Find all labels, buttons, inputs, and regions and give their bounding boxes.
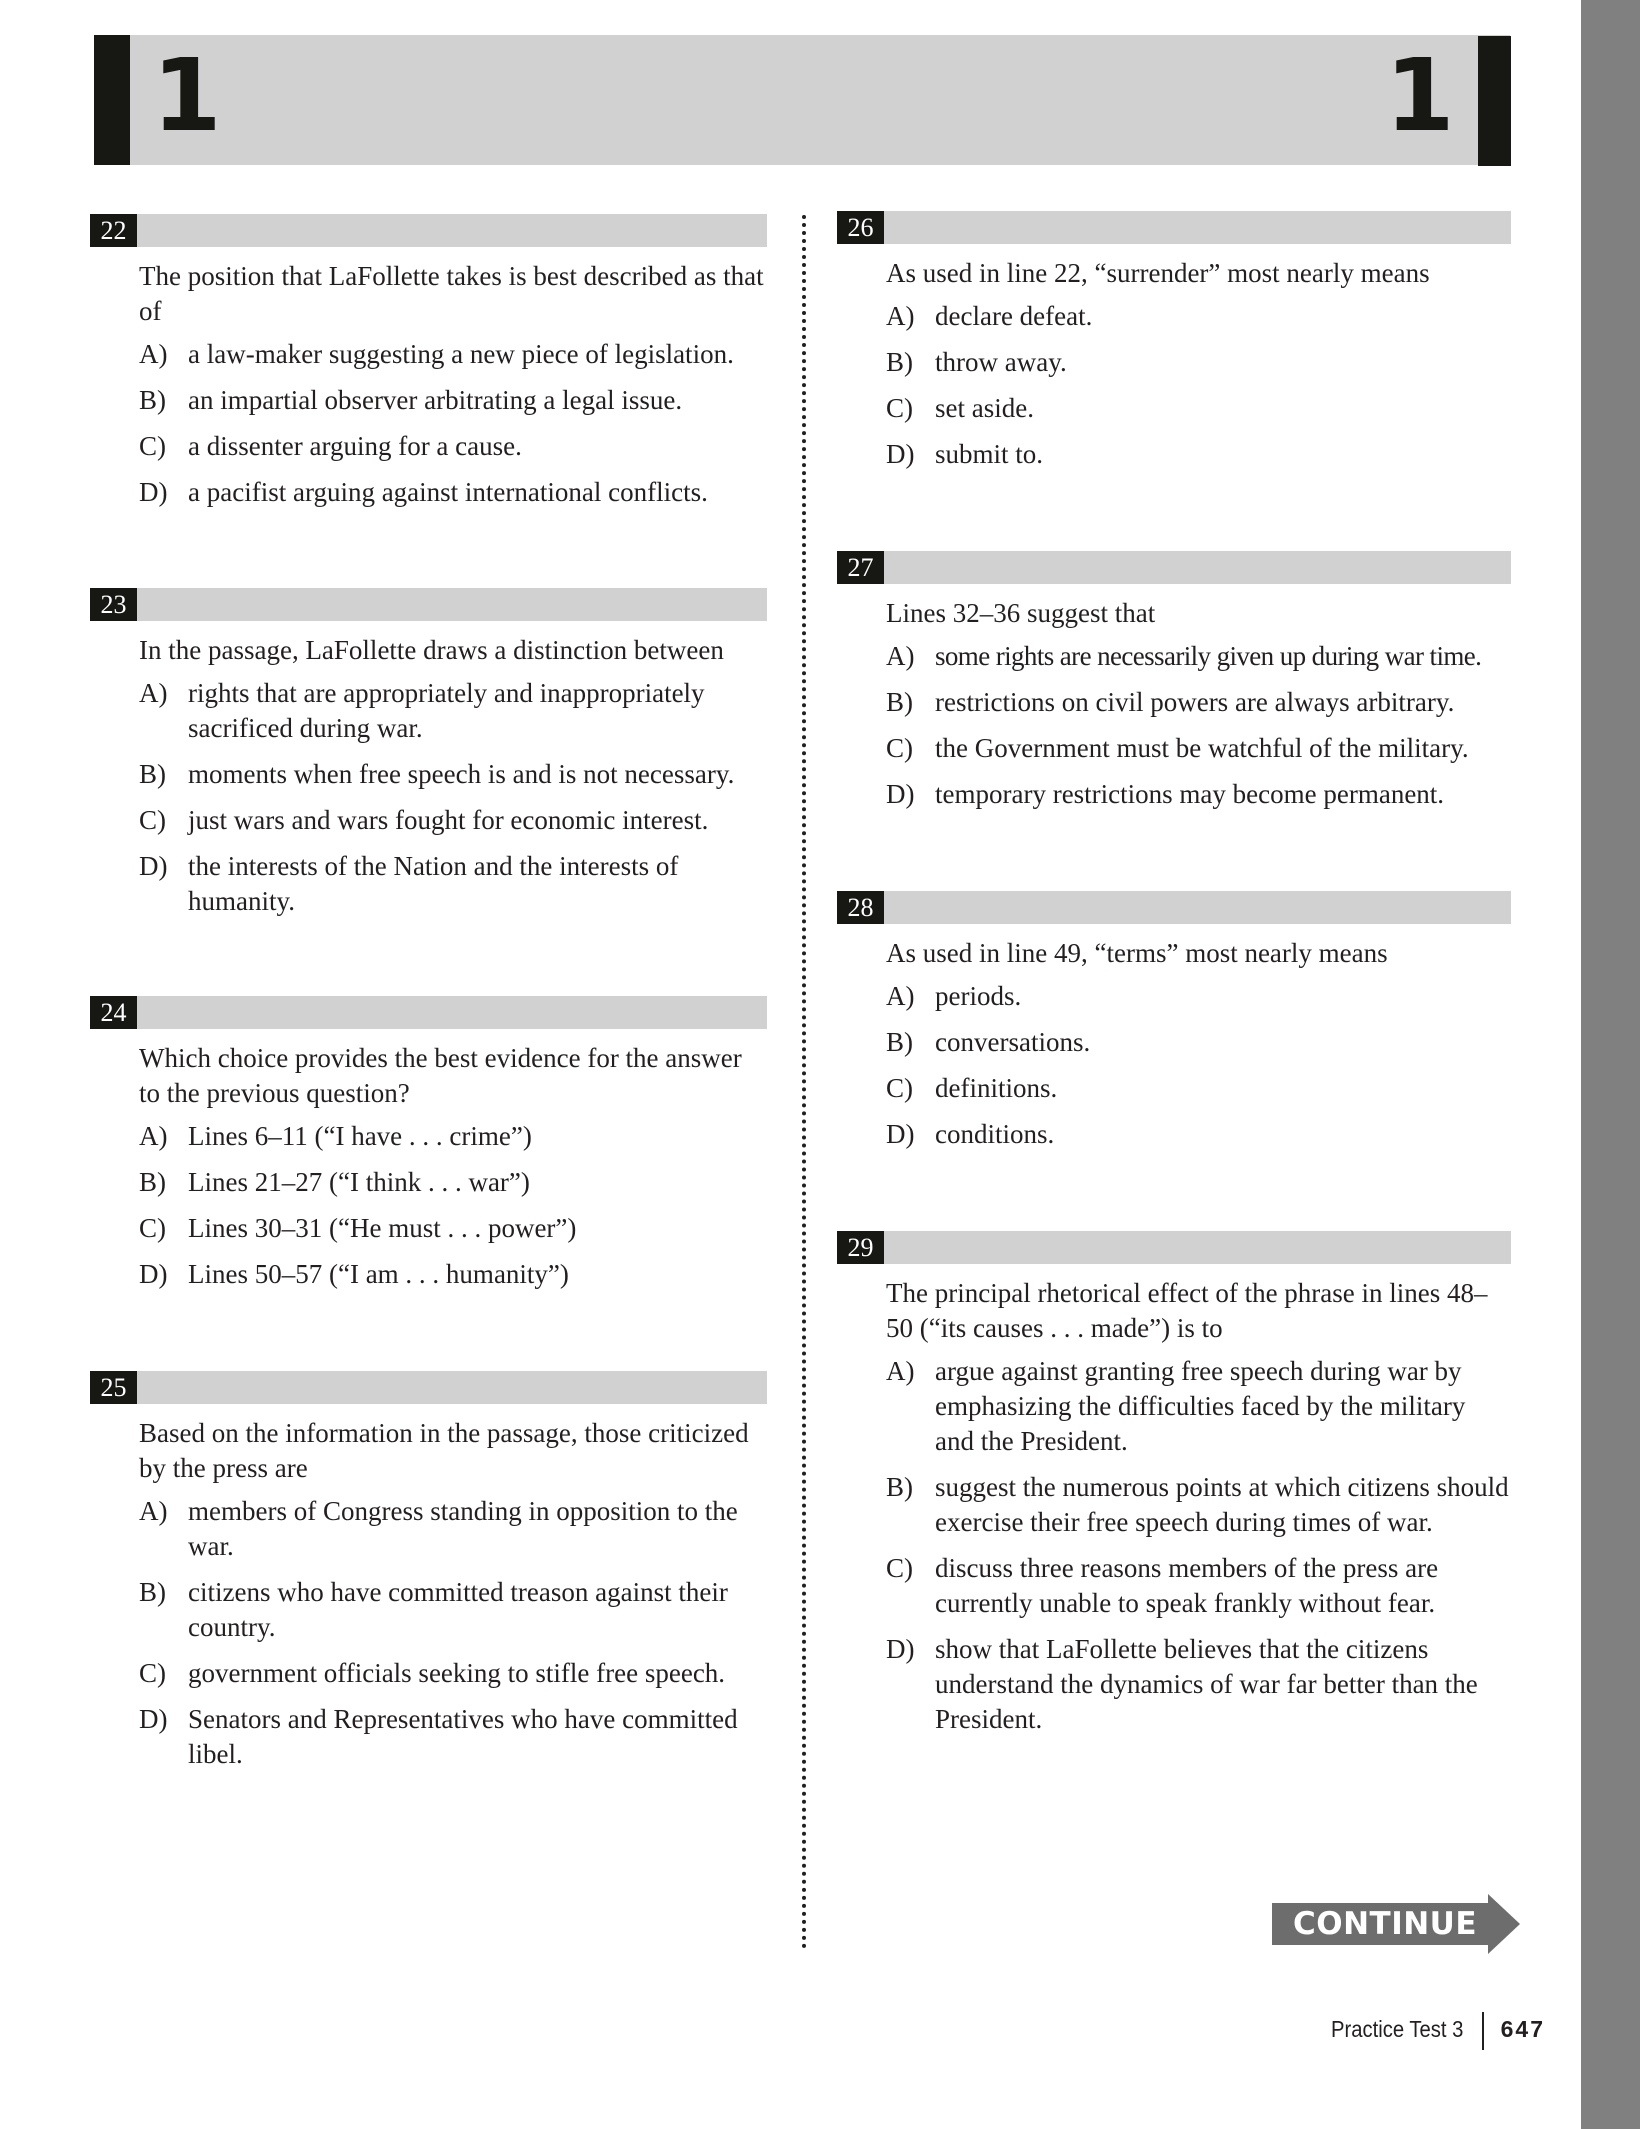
option-text: restrictions on civil powers are always arbitrary. (935, 687, 1455, 717)
question-header-bar (837, 551, 1511, 584)
option-text: set aside. (935, 393, 1034, 423)
question-stem: Which choice provides the best evidence for the answer to the previous question? (139, 1043, 742, 1108)
answer-option-d[interactable] (139, 1257, 767, 1292)
question-25 (90, 1371, 767, 1783)
option-text: Lines 21–27 (“I think . . . war”) (188, 1167, 530, 1197)
question-24 (90, 996, 767, 1303)
option-letter: C) (139, 1658, 166, 1688)
option-letter: B) (139, 1577, 166, 1607)
answer-option-c[interactable] (886, 1551, 1511, 1621)
option-letter: D) (886, 1119, 915, 1149)
answer-options (139, 676, 767, 919)
question-stem: The principal rhetorical effect of the phrase in lines 48–50 (“its causes . . . made”) is to (886, 1278, 1488, 1343)
question-stem: The position that LaFollette takes is best described as that of (139, 261, 764, 326)
option-letter: C) (886, 733, 913, 763)
option-letter: D) (139, 477, 168, 507)
column-divider (802, 215, 806, 1950)
answer-option-b[interactable] (139, 1575, 767, 1645)
option-letter: B) (886, 1027, 913, 1057)
question-29 (837, 1231, 1511, 1748)
question-header (90, 214, 767, 247)
question-header (837, 891, 1511, 924)
question-header-bar (90, 1371, 767, 1404)
option-text: a pacifist arguing against international conflicts. (188, 477, 708, 507)
option-letter: A) (139, 678, 168, 708)
continue-label: CONTINUE (1293, 1906, 1478, 1942)
page-number: 647 (1500, 2016, 1545, 2042)
option-letter: A) (139, 1121, 168, 1151)
option-letter: A) (139, 339, 168, 369)
option-letter: A) (139, 1496, 168, 1526)
option-letter: B) (886, 687, 913, 717)
option-text: discuss three reasons members of the press are currently unable to speak frankly without fear. (935, 1553, 1439, 1618)
option-text: temporary restrictions may become permanent. (935, 779, 1445, 809)
answer-option-b[interactable] (139, 757, 767, 792)
answer-option-b[interactable] (139, 383, 767, 418)
answer-option-d[interactable] (886, 777, 1511, 812)
question-number: 28 (837, 891, 884, 924)
question-header-bar (837, 891, 1511, 924)
option-letter: A) (886, 641, 915, 671)
answer-option-a[interactable] (886, 639, 1511, 674)
section-number-left: 1 (152, 37, 222, 154)
question-stem: Lines 32–36 suggest that (886, 598, 1156, 628)
option-letter: B) (139, 1167, 166, 1197)
question-23 (90, 588, 767, 930)
answer-options (886, 1354, 1511, 1737)
answer-option-c[interactable] (139, 1211, 767, 1246)
question-header-bar (90, 214, 767, 247)
option-letter: B) (886, 1472, 913, 1502)
answer-option-c[interactable] (139, 429, 767, 464)
footer-test-label: Practice Test 3 (1330, 2016, 1463, 2042)
answer-options (886, 639, 1511, 812)
option-text: throw away. (935, 347, 1067, 377)
option-letter: C) (139, 805, 166, 835)
answer-option-c[interactable] (886, 391, 1511, 426)
answer-option-d[interactable] (139, 1702, 767, 1772)
option-text: show that LaFollette believes that the citizens understand the dynamics of war far better than the President. (935, 1634, 1478, 1734)
question-number: 27 (837, 551, 884, 584)
answer-option-b[interactable] (886, 1470, 1511, 1540)
option-text: suggest the numerous points at which citizens should exercise their free speech during times of war. (935, 1472, 1509, 1537)
question-26 (837, 211, 1511, 483)
answer-option-a[interactable] (139, 1119, 767, 1154)
answer-option-b[interactable] (886, 1025, 1511, 1060)
answer-options (886, 299, 1511, 472)
option-letter: D) (139, 1704, 168, 1734)
question-header-bar (837, 1231, 1511, 1264)
question-stem: Based on the information in the passage, those criticized by the press are (139, 1418, 749, 1483)
question-number: 23 (90, 588, 137, 621)
question-header (837, 551, 1511, 584)
option-text: submit to. (935, 439, 1044, 469)
answer-option-d[interactable] (886, 1632, 1511, 1737)
answer-options (886, 979, 1511, 1152)
option-letter: B) (139, 759, 166, 789)
option-text: some rights are necessarily given up during war time. (935, 641, 1482, 671)
option-letter: A) (886, 981, 915, 1011)
option-letter: D) (886, 1634, 915, 1664)
question-header-bar (837, 211, 1511, 244)
option-letter: C) (139, 431, 166, 461)
option-letter: D) (886, 439, 915, 469)
question-header-bar (90, 996, 767, 1029)
option-letter: D) (139, 851, 168, 881)
option-text: the Government must be watchful of the military. (935, 733, 1469, 763)
option-text: just wars and wars fought for economic interest. (188, 805, 709, 835)
question-stem: In the passage, LaFollette draws a distinction between (139, 635, 724, 665)
option-text: a law-maker suggesting a new piece of legislation. (188, 339, 734, 369)
section-header-right-block (1478, 36, 1511, 166)
answer-option-c[interactable] (886, 731, 1511, 766)
option-text: an impartial observer arbitrating a legal issue. (188, 385, 683, 415)
option-letter: A) (886, 301, 915, 331)
option-letter: C) (139, 1213, 166, 1243)
answer-option-a[interactable] (139, 676, 767, 746)
continue-button[interactable] (1272, 1894, 1520, 1954)
option-text: argue against granting free speech during war by emphasizing the difficulties faced by the military and the President. (935, 1356, 1466, 1456)
answer-option-c[interactable] (139, 803, 767, 838)
question-header (90, 996, 767, 1029)
option-text: periods. (935, 981, 1022, 1011)
question-number: 22 (90, 214, 137, 247)
option-text: the interests of the Nation and the interests of humanity. (188, 851, 679, 916)
option-text: Senators and Representatives who have committed libel. (188, 1704, 738, 1769)
question-number: 25 (90, 1371, 137, 1404)
question-header (837, 1231, 1511, 1264)
option-letter: C) (886, 1553, 913, 1583)
question-header (90, 1371, 767, 1404)
option-text: Lines 30–31 (“He must . . . power”) (188, 1213, 577, 1243)
option-text: Lines 6–11 (“I have . . . crime”) (188, 1121, 532, 1151)
question-header (837, 211, 1511, 244)
option-letter: B) (139, 385, 166, 415)
section-number-right: 1 (1385, 37, 1455, 154)
answer-option-d[interactable] (886, 1117, 1511, 1152)
option-text: rights that are appropriately and inappropriately sacrificed during war. (188, 678, 705, 743)
question-28 (837, 891, 1511, 1163)
answer-option-a[interactable] (139, 1494, 767, 1564)
answer-options (139, 1494, 767, 1772)
option-text: declare defeat. (935, 301, 1093, 331)
answer-option-d[interactable] (139, 475, 767, 510)
option-letter: A) (886, 1356, 915, 1386)
answer-option-a[interactable] (886, 1354, 1511, 1459)
option-text: definitions. (935, 1073, 1058, 1103)
option-text: conditions. (935, 1119, 1055, 1149)
answer-option-b[interactable] (139, 1165, 767, 1200)
option-letter: B) (886, 347, 913, 377)
answer-option-b[interactable] (886, 685, 1511, 720)
option-letter: D) (139, 1259, 168, 1289)
option-letter: C) (886, 393, 913, 423)
option-text: moments when free speech is and is not necessary. (188, 759, 735, 789)
question-stem: As used in line 22, “surrender” most nearly means (886, 258, 1430, 288)
question-number: 29 (837, 1231, 884, 1264)
answer-option-c[interactable] (139, 1656, 767, 1691)
answer-options (139, 1119, 767, 1292)
answer-option-c[interactable] (886, 1071, 1511, 1106)
answer-option-a[interactable] (886, 299, 1511, 334)
question-number: 26 (837, 211, 884, 244)
option-text: citizens who have committed treason against their country. (188, 1577, 728, 1642)
answer-option-a[interactable] (139, 337, 767, 372)
section-header-left-block (94, 35, 130, 165)
footer-separator (1482, 2012, 1484, 2050)
option-letter: D) (886, 779, 915, 809)
option-text: Lines 50–57 (“I am . . . humanity”) (188, 1259, 569, 1289)
question-22 (90, 214, 767, 521)
option-text: a dissenter arguing for a cause. (188, 431, 522, 461)
answer-option-d[interactable] (886, 437, 1511, 472)
question-stem: As used in line 49, “terms” most nearly means (886, 938, 1388, 968)
option-text: conversations. (935, 1027, 1091, 1057)
question-27 (837, 551, 1511, 823)
page-edge-strip (1581, 0, 1640, 2129)
answer-option-a[interactable] (886, 979, 1511, 1014)
question-header (90, 588, 767, 621)
answer-option-b[interactable] (886, 345, 1511, 380)
answer-options (139, 337, 767, 510)
page-footer (1300, 2012, 1545, 2048)
section-header-bar (94, 35, 1510, 165)
question-number: 24 (90, 996, 137, 1029)
option-text: members of Congress standing in opposition to the war. (188, 1496, 738, 1561)
option-text: government officials seeking to stifle free speech. (188, 1658, 726, 1688)
question-header-bar (90, 588, 767, 621)
option-letter: C) (886, 1073, 913, 1103)
answer-option-d[interactable] (139, 849, 767, 919)
